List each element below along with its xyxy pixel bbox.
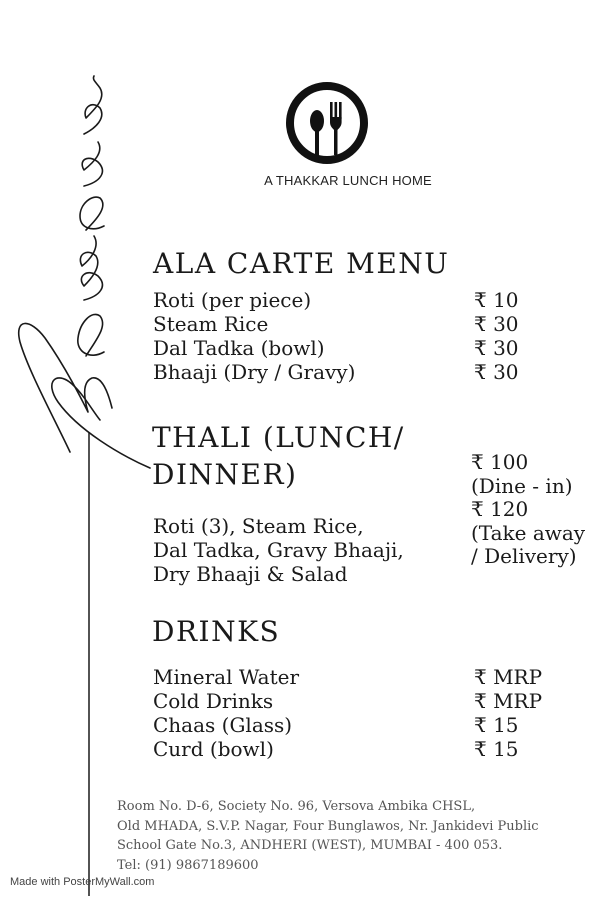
ala-carte-heading: ALA CARTE MENU [153,247,450,280]
thali-price-dine-in: ₹ 100 [471,450,529,474]
menu-item-name: Steam Rice [153,312,269,336]
address-line: Old MHADA, S.V.P. Nagar, Four Bunglawos, Nr. Jankidevi Public [117,818,539,834]
address-line: Room No. D-6, Society No. 96, Versova Ambika CHSL, [117,799,476,814]
fork-and-spoon-icon [284,80,370,166]
script-e [78,314,104,356]
ala-carte-item-list [153,288,355,384]
drink-item-price: ₹ 15 [474,737,519,761]
script-m [80,236,102,300]
address-line: School Gate No.3, ANDHERI (WEST), MUMBAI - 400 053. [117,838,503,853]
address-block [117,797,539,875]
thali-price-note: (Take away [471,520,586,545]
script-u [84,76,102,134]
menu-item-price: ₹ 30 [474,360,519,384]
script-n [82,142,102,186]
thali-price-takeaway: ₹ 120 [471,497,529,521]
menu-item-price: ₹ 30 [474,312,519,336]
thali-description-line: Roti (3), Steam Rice, [153,514,364,538]
menu-item-name: Bhaaji (Dry / Gravy) [153,360,356,384]
menu-item-price: ₹ 10 [474,288,519,312]
drinks-heading: DRINKS [152,615,281,648]
thali-price-note: (Dine - in) [471,473,573,498]
thali-heading-line2: DINNER) [152,458,298,491]
ala-carte-price-list [474,288,519,384]
script-t-stroke [52,378,150,468]
thali-heading: THALI (LUNCH/ [152,421,405,454]
thali-description-line: Dry Bhaaji & Salad [153,562,348,586]
menu-item-name: Dal Tadka (bowl) [153,336,325,360]
menu-item-price: ₹ 30 [474,336,519,360]
drink-item-price: ₹ MRP [474,665,543,689]
drink-item-name: Cold Drinks [153,689,274,713]
thali-description [153,514,404,586]
script-h-loop [19,323,112,452]
drink-item-name: Mineral Water [153,665,300,689]
thali-price-note: / Delivery) [471,544,577,568]
menu-item-name: Roti (per piece) [153,288,312,312]
drinks-item-list [153,665,299,761]
drink-item-price: ₹ MRP [474,689,543,713]
drink-item-name: Chaas (Glass) [153,713,293,737]
drink-item-price: ₹ 15 [474,713,519,737]
restaurant-name: A THAKKAR LUNCH HOME [264,173,432,188]
thali-description-line: Dal Tadka, Gravy Bhaaji, [153,538,404,562]
drink-item-name: Curd (bowl) [153,737,274,761]
script-e-2 [80,197,104,230]
credit-watermark: Made with PosterMyWall.com [10,876,155,888]
drinks-price-list [474,665,542,761]
thali-price-list [471,451,585,569]
phone-number: Tel: (91) 9867189600 [117,857,259,873]
